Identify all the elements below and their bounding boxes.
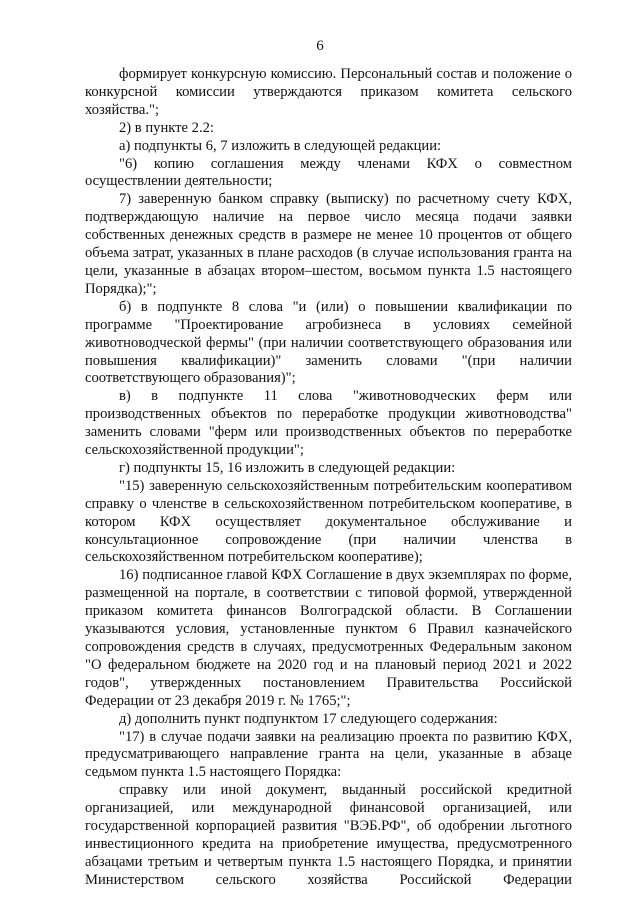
document-paragraph: "15) заверенную сельскохозяйственным потребительским кооперативом справку о членстве в сельскохозяйственном потребительском кооперативе, в котором КФХ осуществляет документальное обслуживание и консультационное сопровождение (при наличии членства в сельскохозяйственном потребительском кооперативе);	[85, 477, 572, 566]
document-paragraph: формирует конкурсную комиссию. Персональный состав и положение о конкурсной комиссии утверждаются приказом комитета сельского хозяйства.";	[85, 66, 572, 118]
page-number: 6	[316, 38, 324, 54]
document-paragraph: 16) подписанное главой КФХ Соглашение в двух экземплярах по форме, размещенной на портале, в соответствии с типовой формой, утвержденной приказом комитета финансов Волгоградской области. В Соглашении указываются условия, установленные пунктом 6 Правил казначейского сопровождения средств в случаях, предусмотренных Федеральным законом "О федеральном бюджете на 2020 год и на плановый период 2021 и 2022 годов", утвержденных постановлением Правительства Российской Федерации от 23 декабря 2019 г. № 1765;";	[85, 567, 572, 709]
document-paragraph: в) в подпункте 11 слова "животноводческих ферм или производственных объектов по переработке продукции животноводства" заменить словами "ферм или производственных объектов по переработке сельскохозяйственной продукции";	[85, 388, 572, 459]
document-paragraph: д) дополнить пункт подпунктом 17 следующего содержания:	[119, 710, 498, 727]
document-paragraph: 7) заверенную банком справку (выписку) по расчетному счету КФХ, подтверждающую наличие на первое число месяца подачи заявки собственных денежных средств в размере не менее 10 процентов от общего объема затрат, указанных в плане расходов (в случае использования гранта на цели, указанные в абзацах втором–шестом, восьмом пункта 1.5 настоящего Порядка);";	[85, 191, 572, 297]
document-paragraph: г) подпункты 15, 16 изложить в следующей редакции:	[119, 459, 456, 476]
document-body	[85, 66, 572, 890]
document-paragraph: 2) в пункте 2.2:	[119, 119, 214, 136]
document-paragraph: справку или иной документ, выданный российской кредитной организацией, или международной финансовой организацией, или государственной корпорацией развития "ВЭБ.РФ", об одобрении льготного инвестиционного кредита на приобретение имущества, предусмотренного абзацами третьим и четвертым пункта 1.5 настоящего Порядка, и принятии Министерством сельского хозяйства Российской Федерации	[85, 782, 572, 888]
document-paragraph: "6) копию соглашения между членами КФХ о совместном осуществлении деятельности;	[85, 155, 572, 190]
document-paragraph: б) в подпункте 8 слова "и (или) о повышении квалификации по программе "Проектирование агробизнеса в условиях семейной животноводческой фермы" (при наличии соответствующего образования или повышения квалификации)" заменить словами "(при наличии соответствующего образования)";	[85, 298, 572, 387]
document-paragraph: "17) в случае подачи заявки на реализацию проекта по развитию КФХ, предусматривающего направление гранта на цели, указанные в абзаце седьмом пункта 1.5 настоящего Порядка:	[85, 728, 572, 781]
document-paragraph: а) подпункты 6, 7 изложить в следующей редакции:	[119, 137, 442, 154]
